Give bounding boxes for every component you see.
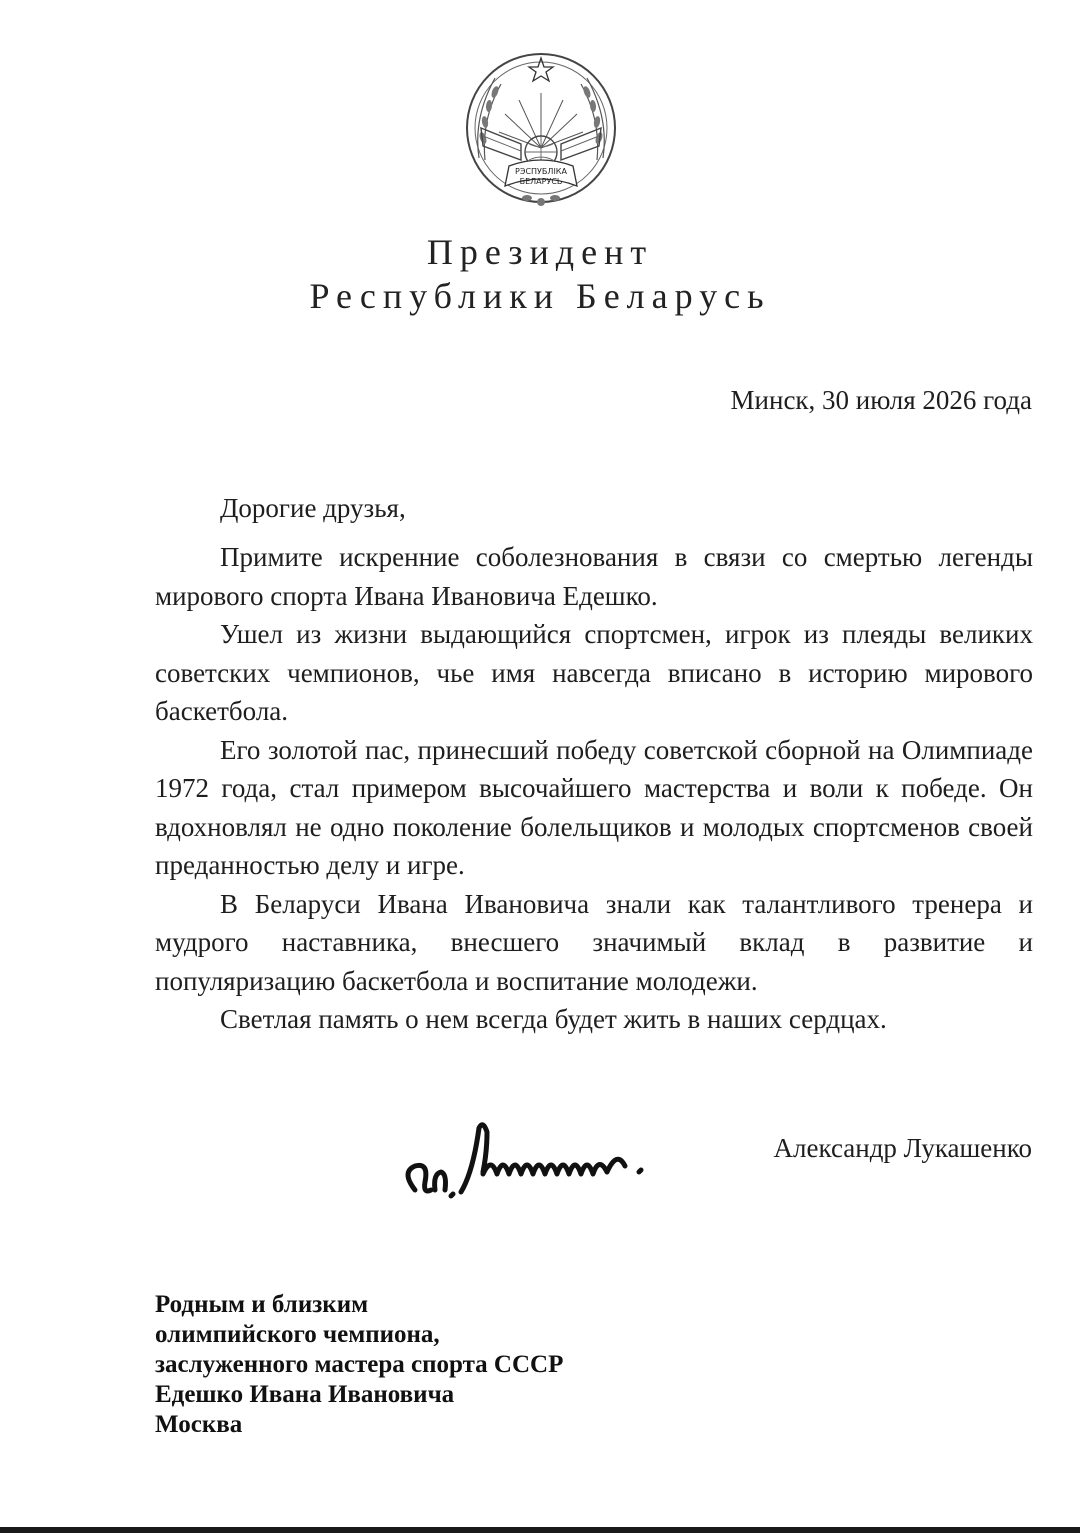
bottom-border <box>0 1527 1080 1533</box>
addressee-block <box>155 1290 563 1440</box>
paragraph: В Беларуси Ивана Ивановича знали как талантливого тренера и мудрого наставника, внесшего значимый вклад в развитие и популяризацию баскетбола и воспитание молодежи. <box>155 888 1033 996</box>
document-title-president: Президент <box>426 232 654 272</box>
paragraph: Светлая память о нем всегда будет жить в наших сердцах. <box>220 1004 887 1034</box>
paragraph: Ушел из жизни выдающийся спортсмен, игрок из плеяды великих советских чемпионов, чье имя навсегда вписано в историю мирового баскетбола. <box>155 619 1033 726</box>
state-emblem-icon <box>461 48 621 216</box>
addressee-line: олимпийского чемпиона, <box>155 1321 440 1348</box>
addressee-city: Москва <box>155 1411 243 1438</box>
paragraph: Примите искренние соболезнования в связи со смертью легенды мирового спорта Ивана Ивановича Едешко. <box>155 542 1033 611</box>
signer-name: Александр Лукашенко <box>773 1133 1032 1163</box>
addressee-line: Едешко Ивана Ивановича <box>155 1381 455 1408</box>
letter-date: Минск, 30 июля 2026 года <box>730 385 1032 415</box>
addressee-line: Родным и близким <box>155 1291 369 1318</box>
salutation: Дорогие друзья, <box>220 493 406 523</box>
emblem-text-bottom: БЕЛАРУСЬ <box>519 177 563 186</box>
letter-body <box>155 538 1033 1039</box>
emblem-text-top: РЭСПУБЛІКА <box>515 167 567 176</box>
addressee-line: заслуженного мастера спорта СССР <box>155 1351 564 1378</box>
handwritten-signature <box>393 1112 673 1207</box>
document-title-republic: Республики Беларусь <box>309 276 771 316</box>
paragraph: Его золотой пас, принесший победу советской сборной на Олимпиаде 1972 года, стал примером высочайшего мастерства и воли к победе. Он вдохновлял не одно поколение болельщиков и молодых спортсменов своей преданностью делу и игре. <box>155 734 1033 880</box>
